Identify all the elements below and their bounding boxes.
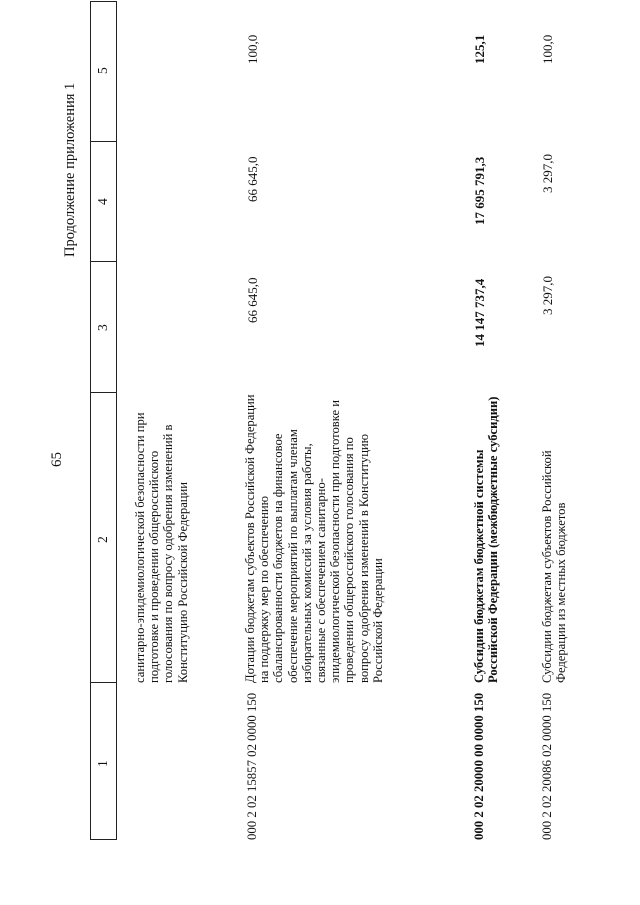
row-code: 000 2 02 20000 00 0000 150 (472, 692, 486, 840)
column-header-2: 2 (95, 536, 110, 543)
row-value-col5: 125,1 (472, 34, 487, 64)
column-header-1: 1 (95, 760, 110, 767)
row-value-col4: 3 297,0 (540, 154, 555, 193)
row-code: 000 2 02 15857 02 0000 150 (245, 692, 259, 840)
table-top-border (90, 1, 91, 840)
column-header-4: 4 (95, 198, 110, 205)
row-code: 000 2 02 20086 02 0000 150 (540, 692, 554, 840)
row-value-col3: 66 645,0 (245, 277, 260, 323)
continuation-caption: Продолжение приложения 1 (62, 82, 78, 257)
row-name: санитарно-эпидемиологической безопасности при подготовке и проведении общероссийского голосования по вопросу одобрения изменений в Конституцию Российской Федерации (133, 412, 190, 683)
row-name: Субсидии бюджетам субъектов Российской Федерации из местных бюджетов (540, 450, 569, 683)
row-value-col3: 3 297,0 (540, 276, 555, 315)
row-name: Субсидии бюджетам бюджетной системы Российской Федерации (межбюджетные субсидии) (472, 396, 501, 683)
column-header-5: 5 (95, 67, 110, 74)
row-value-col5: 100,0 (245, 34, 260, 64)
table-column-divider (90, 1, 116, 2)
table-column-divider (90, 839, 116, 840)
row-value-col4: 17 695 791,3 (472, 156, 487, 225)
table-column-divider (90, 141, 116, 142)
table-column-divider (90, 261, 116, 262)
row-value-col3: 14 147 737,4 (472, 278, 487, 347)
page-number: 65 (49, 452, 65, 467)
row-value-col5: 100,0 (540, 34, 555, 64)
row-name: Дотации бюджетам субъектов Российской Федерации на поддержку мер по обеспечению сбалансированности бюджетов на финансовое обеспечение мероприятий по выплатам членам избирательных комиссий за условия работы, связанные с обеспечением санитарно-эпидемиологической безопасности при подготовке и проведении общероссийского голосования по вопросу одобрения изменений в Конституцию Российской Федерации (243, 394, 385, 683)
table-column-divider (90, 392, 116, 393)
column-header-3: 3 (95, 324, 110, 331)
table-header-border (116, 1, 117, 840)
table-column-divider (90, 682, 116, 683)
row-value-col4: 66 645,0 (245, 156, 260, 202)
